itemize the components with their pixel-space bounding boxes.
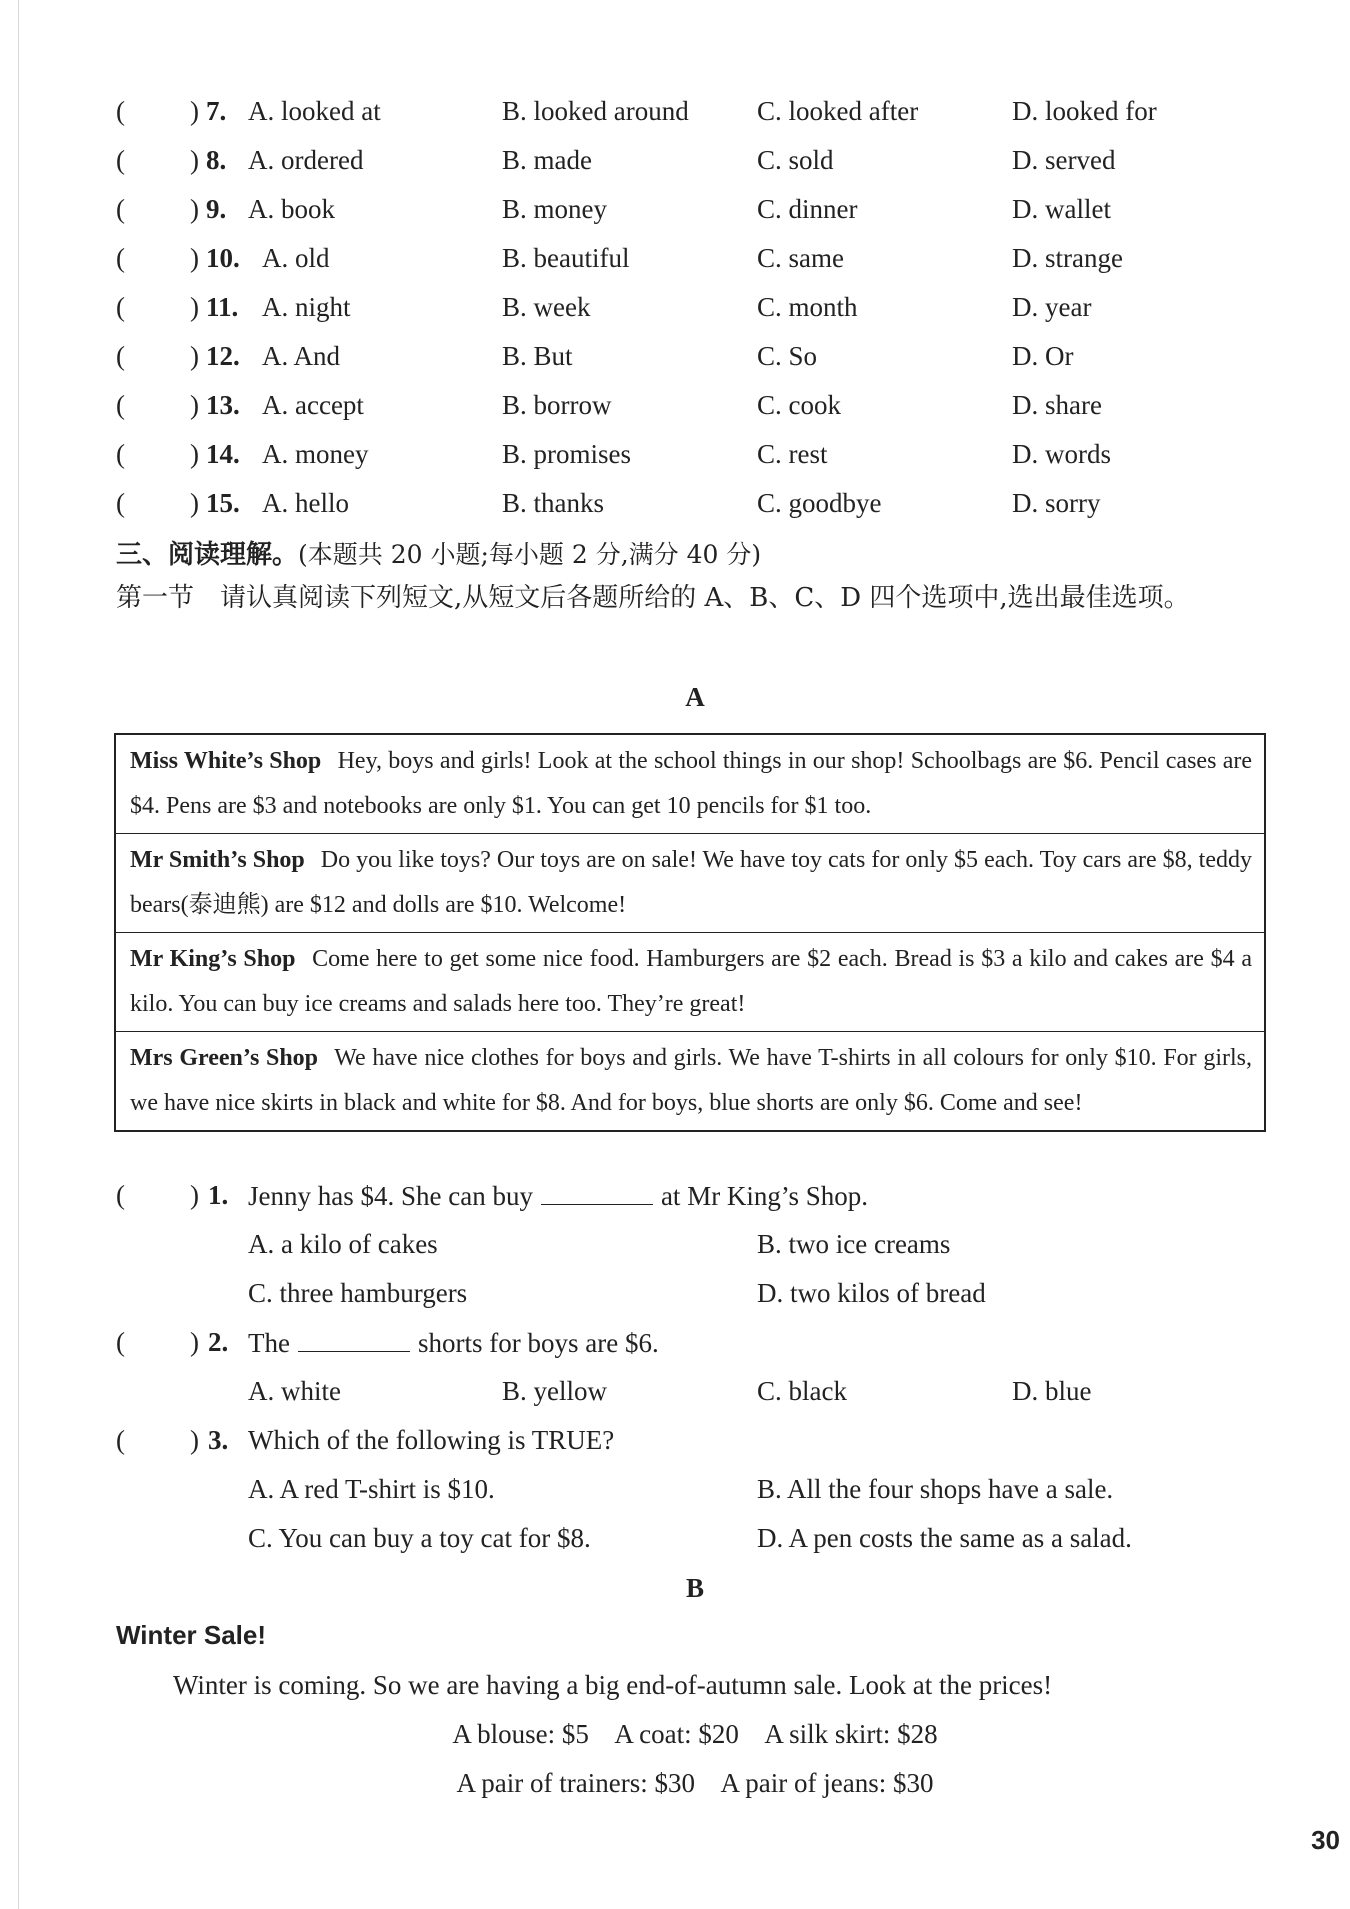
answer-blank[interactable] xyxy=(298,1325,410,1352)
section-title xyxy=(116,534,761,571)
shop-name: Mr King’s Shop xyxy=(130,946,296,972)
option-c[interactable]: C. black xyxy=(757,1376,847,1406)
passage-b-heading: Winter Sale! xyxy=(116,1620,267,1650)
answer-bracket-open: ( xyxy=(116,194,125,224)
answer-bracket-close: ) xyxy=(190,488,199,518)
option-b[interactable]: B. two ice creams xyxy=(757,1229,951,1259)
option-a[interactable]: A. accept xyxy=(262,390,364,420)
answer-bracket-close: ) xyxy=(190,1180,199,1210)
option-a[interactable]: A. A red T-shirt is $10. xyxy=(248,1474,495,1504)
option-a[interactable]: A. night xyxy=(262,292,351,322)
option-c[interactable]: C. dinner xyxy=(757,194,858,224)
answer-bracket-close: ) xyxy=(190,390,199,420)
option-b[interactable]: B. money xyxy=(502,194,607,224)
answer-bracket-close: ) xyxy=(190,194,199,224)
option-a[interactable]: A. looked at xyxy=(248,96,381,126)
question-number: 7. xyxy=(206,96,227,126)
answer-bracket-open: ( xyxy=(116,292,125,322)
question-number: 14. xyxy=(206,439,240,469)
answer-bracket-open: ( xyxy=(116,439,125,469)
option-b[interactable]: B. All the four shops have a sale. xyxy=(757,1474,1114,1504)
option-a[interactable]: A. old xyxy=(262,243,330,273)
option-c[interactable]: C. rest xyxy=(757,439,828,469)
page-number: 30 xyxy=(1311,1825,1340,1855)
option-c[interactable]: C. month xyxy=(757,292,858,322)
answer-bracket-close: ) xyxy=(190,1425,199,1455)
answer-bracket-open: ( xyxy=(116,390,125,420)
question-number: 12. xyxy=(206,341,240,371)
option-b[interactable]: B. borrow xyxy=(502,390,612,420)
option-c[interactable]: C. So xyxy=(757,341,818,371)
passage-b-intro: Winter is coming. So we are having a big end-of-autumn sale. Look at the prices! xyxy=(173,1670,1053,1700)
question-number: 15. xyxy=(206,488,240,518)
answer-bracket-close: ) xyxy=(190,145,199,175)
answer-bracket-close: ) xyxy=(190,1327,199,1357)
option-d[interactable]: D. served xyxy=(1012,145,1116,175)
option-b[interactable]: B. looked around xyxy=(502,96,689,126)
option-d[interactable]: D. year xyxy=(1012,292,1092,322)
shop-entry xyxy=(116,1032,1264,1130)
answer-bracket-open: ( xyxy=(116,145,125,175)
question-number: 1. xyxy=(208,1180,229,1210)
shop-entry xyxy=(116,933,1264,1032)
option-c[interactable]: C. same xyxy=(757,243,844,273)
section-title-text: 三、阅读理解。 xyxy=(116,540,299,570)
section-instruction: 第一节 请认真阅读下列短文,从短文后各题所给的 A、B、C、D 四个选项中,选出最佳选项。 xyxy=(116,583,1190,613)
answer-bracket-open: ( xyxy=(116,1180,125,1210)
question-stem: Jenny has $4. She can buy at Mr King’s Shop. xyxy=(248,1178,868,1213)
question-number: 9. xyxy=(206,194,227,224)
answer-bracket-close: ) xyxy=(190,341,199,371)
answer-bracket-close: ) xyxy=(190,292,199,322)
option-b[interactable]: B. beautiful xyxy=(502,243,630,273)
answer-bracket-open: ( xyxy=(116,341,125,371)
question-number: 11. xyxy=(206,292,239,322)
option-d[interactable]: D. sorry xyxy=(1012,488,1101,518)
option-a[interactable]: A. hello xyxy=(262,488,349,518)
shop-name: Mr Smith’s Shop xyxy=(130,847,305,873)
option-d[interactable]: D. Or xyxy=(1012,341,1074,371)
option-c[interactable]: C. goodbye xyxy=(757,488,882,518)
question-number: 13. xyxy=(206,390,240,420)
question-number: 3. xyxy=(208,1425,229,1455)
page-edge xyxy=(18,0,19,1909)
option-a[interactable]: A. money xyxy=(262,439,369,469)
answer-bracket-open: ( xyxy=(116,96,125,126)
option-d[interactable]: D. two kilos of bread xyxy=(757,1278,986,1308)
answer-bracket-close: ) xyxy=(190,96,199,126)
shop-text: Hey, boys and girls! Look at the school things in our shop! Schoolbags are $6. Pencil cases are $4. Pens are $3 and notebooks are only $1. You can get 10 pencils for $1 too. xyxy=(130,748,1252,819)
answer-bracket-open: ( xyxy=(116,243,125,273)
question-stem: Which of the following is TRUE? xyxy=(248,1425,615,1455)
option-a[interactable]: A. book xyxy=(248,194,335,224)
question-stem: The shorts for boys are $6. xyxy=(248,1325,659,1360)
price-list-line-1: A blouse: $5 A coat: $20 A silk skirt: $28 xyxy=(452,1719,938,1749)
answer-bracket-open: ( xyxy=(116,1327,125,1357)
shop-text: Do you like toys? Our toys are on sale! We have toy cats for only $5 each. Toy cars are $8, teddy bears(泰迪熊) are $12 and dolls are $10. Welcome! xyxy=(130,847,1253,918)
answer-bracket-close: ) xyxy=(190,243,199,273)
option-a[interactable]: A. white xyxy=(248,1376,341,1406)
passage-b-label: B xyxy=(685,1573,704,1603)
option-a[interactable]: A. ordered xyxy=(248,145,364,175)
price-list-line-2: A pair of trainers: $30 A pair of jeans: $30 xyxy=(456,1768,934,1798)
option-c[interactable]: C. sold xyxy=(757,145,834,175)
shop-name: Miss White’s Shop xyxy=(130,748,322,774)
shop-text: We have nice clothes for boys and girls. We have T-shirts in all colours for only $10. For girls, we have nice skirts in black and white for $8. And for boys, blue shorts are only $6. Come and see! xyxy=(130,1045,1252,1116)
section-note: (本题共 20 小题;每小题 2 分,满分 40 分) xyxy=(298,540,762,569)
answer-bracket-open: ( xyxy=(116,1425,125,1455)
option-d[interactable]: D. share xyxy=(1012,390,1102,420)
option-b[interactable]: B. made xyxy=(502,145,592,175)
option-b[interactable]: B. But xyxy=(502,341,573,371)
option-b[interactable]: B. promises xyxy=(502,439,632,469)
shop-table xyxy=(114,733,1266,1132)
option-b[interactable]: B. yellow xyxy=(502,1376,607,1406)
option-a[interactable]: A. a kilo of cakes xyxy=(248,1229,438,1259)
option-c[interactable]: C. cook xyxy=(757,390,841,420)
shop-text: Come here to get some nice food. Hamburgers are $2 each. Bread is $3 a kilo and cakes are $4 a kilo. You can buy ice creams and salads here too. They’re great! xyxy=(130,946,1252,1017)
option-d[interactable]: D. looked for xyxy=(1012,96,1157,126)
answer-bracket-close: ) xyxy=(190,439,199,469)
option-c[interactable]: C. You can buy a toy cat for $8. xyxy=(248,1523,591,1553)
option-d[interactable]: D. wallet xyxy=(1012,194,1111,224)
answer-blank[interactable] xyxy=(541,1178,653,1205)
option-c[interactable]: C. three hamburgers xyxy=(248,1278,468,1308)
option-c[interactable]: C. looked after xyxy=(757,96,919,126)
option-b[interactable]: B. week xyxy=(502,292,591,322)
question-number: 2. xyxy=(208,1327,229,1357)
option-d[interactable]: D. strange xyxy=(1012,243,1123,273)
option-a[interactable]: A. And xyxy=(262,341,341,371)
shop-name: Mrs Green’s Shop xyxy=(130,1045,319,1071)
answer-bracket-open: ( xyxy=(116,488,125,518)
shop-entry xyxy=(116,735,1264,834)
question-number: 8. xyxy=(206,145,227,175)
option-d[interactable]: D. blue xyxy=(1012,1376,1092,1406)
option-d[interactable]: D. words xyxy=(1012,439,1111,469)
passage-a-label: A xyxy=(685,682,705,712)
question-number: 10. xyxy=(206,243,240,273)
option-d[interactable]: D. A pen costs the same as a salad. xyxy=(757,1523,1132,1553)
option-b[interactable]: B. thanks xyxy=(502,488,605,518)
shop-entry xyxy=(116,834,1264,933)
